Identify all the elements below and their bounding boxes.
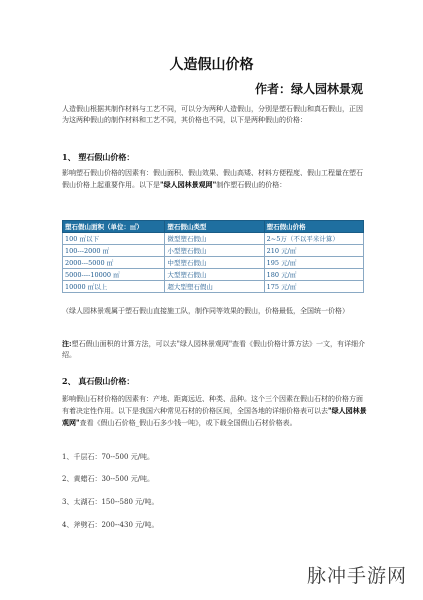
table-row xyxy=(63,281,364,293)
table-row xyxy=(63,233,364,245)
list-item xyxy=(62,452,154,462)
table-cell: 超大型塑石假山 xyxy=(165,281,264,293)
list-item xyxy=(62,520,159,530)
section2-heading: 2、 真石假山价格： xyxy=(62,376,135,386)
section2-text-b: 查看《假山石价格_假山石多少钱一吨》，或下载全国假山石材价格表。 xyxy=(79,419,297,427)
table-note: （绿人园林景观属于塑石假山直接施工队，制作同等效果的假山，价格最低，全国统一价格） xyxy=(62,307,349,315)
table-cell: 10000 ㎡以上 xyxy=(63,281,165,293)
list-item-number: 3、 xyxy=(62,498,74,506)
list-item-text: 千层石：70--500 元/吨。 xyxy=(73,453,155,461)
table-cell: 中型塑石假山 xyxy=(165,257,264,269)
table-cell: 210 元/㎡ xyxy=(264,245,363,257)
price-table xyxy=(62,220,364,293)
section1-text-a: 影响塑石假山价格的因素有：假山面积、假山效果、假山高矮、材料方便程度、假山工程量在塑石假山价格上起重要作用。以下是 xyxy=(62,169,363,189)
list-item-number: 2、 xyxy=(62,475,74,483)
table-row xyxy=(63,269,364,281)
table-cell: 大型塑石假山 xyxy=(165,269,264,281)
area-calc-note xyxy=(62,338,367,361)
list-item xyxy=(62,497,159,507)
list-item-text: 黄蜡石：30--500 元/吨。 xyxy=(73,475,155,483)
section2-paragraph xyxy=(62,394,367,429)
table-cell: 小型塑石假山 xyxy=(165,245,264,257)
list-item-number: 1、 xyxy=(62,453,74,461)
section1-paragraph xyxy=(62,168,367,191)
site-name-highlight: "绿人园林景观网" xyxy=(160,180,217,189)
table-cell: 100 ㎡以下 xyxy=(63,233,165,245)
doc-author: 作者：绿人园林景观 xyxy=(254,82,363,96)
table-header-cell: 塑石假山类型 xyxy=(165,221,264,233)
table-header-cell: 塑石假山价格 xyxy=(264,221,363,233)
table-cell: 2000---5000 ㎡ xyxy=(63,257,165,269)
table-cell: 180 元/㎡ xyxy=(264,269,363,281)
table-cell: 175 元/㎡ xyxy=(264,281,363,293)
table-row xyxy=(63,257,364,269)
table-cell: 2~5万（不以平米计算） xyxy=(264,233,363,245)
list-item xyxy=(62,474,154,484)
table-cell: 100---2000 ㎡ xyxy=(63,245,165,257)
table-header-cell: 塑石假山面积（单位：㎡） xyxy=(63,221,165,233)
section1-heading: 1、 塑石假山价格： xyxy=(62,152,135,162)
site-name-highlight: "绿人园林景观网" xyxy=(62,406,367,427)
doc-title: 人造假山价格 xyxy=(169,57,254,73)
list-item-text: 斧劈石：200--430 元/吨。 xyxy=(73,521,159,529)
table-cell: 微型塑石假山 xyxy=(165,233,264,245)
table-cell: 195 元/㎡ xyxy=(264,257,363,269)
note-text: 塑石假山面积的计算方法，可以去"绿人园林景观网"查看《假山价格计算方法》一文，有详细介绍。 xyxy=(62,340,366,359)
note-label: 注: xyxy=(62,339,72,348)
site-watermark: 脉冲手游网 xyxy=(306,565,407,587)
list-item-text: 太湖石：150--580 元/吨。 xyxy=(73,498,159,506)
section2-text-a: 影响假山石材价格的因素有：产地、距离远近、种类、品种。这个三个因素在假山石材的价格方面有着决定性作用。以下是我国六种常见石材的价格区间，全国各地的详细价格表可以去 xyxy=(62,395,363,415)
table-row xyxy=(63,245,364,257)
list-item-number: 4、 xyxy=(62,521,74,529)
table-header-row xyxy=(63,221,364,233)
section1-text-b: 制作塑石假山的价格： xyxy=(216,181,287,189)
intro-paragraph: 人造假山根据其制作材料与工艺不同，可以分为两种人造假山，分别是塑石假山和真石假山，正因为这两种假山的制作材料和工艺不同，其价格也不同，以下是两种假山的价格： xyxy=(62,105,363,124)
table-cell: 5000----10000 ㎡ xyxy=(63,269,165,281)
